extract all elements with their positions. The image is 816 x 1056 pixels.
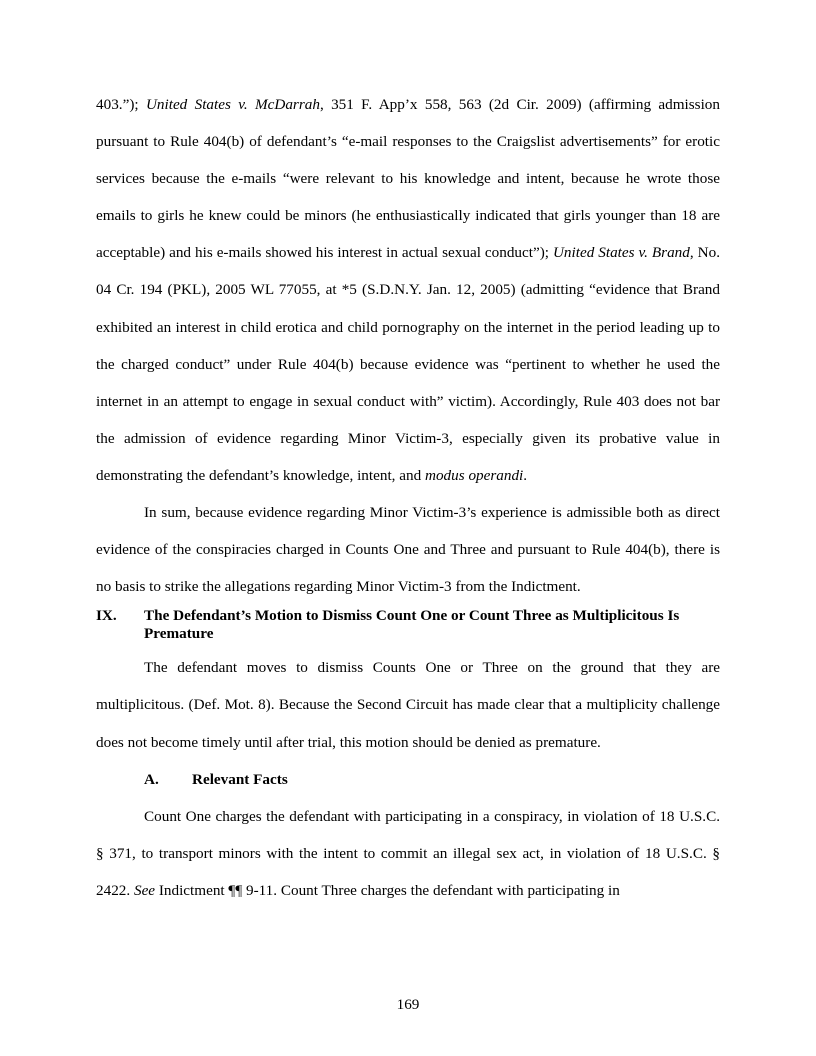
case-name-mcdarrah: United States v. McDarrah: [145, 96, 320, 113]
paragraph-summary: In sum, because evidence regarding Minor Victim-3’s experience is admissible both as direct evidence of the conspiracies charged in Counts One and Three and pursuant to Rule 404(b), there is no basis to strike the allegations regarding Minor Victim-3 from the Indictment.: [96, 504, 720, 596]
section-number: IX.: [96, 607, 117, 625]
text-run: Indictment ¶¶ 9-11. Count Three charges the defendant with participating in: [155, 881, 620, 899]
text-run: Count One charges the defendant with participating in a conspiracy, in violation of 18 U.S.C. § 371, to transport minors with the intent to commit an illegal sex act, in violation of 18 U.S.C. § 2422.: [96, 807, 720, 899]
modus-operandi-term: modus operandi: [424, 466, 524, 484]
section-heading-ix: [96, 607, 720, 643]
paragraph-case-citations: [96, 86, 720, 494]
case-name-brand: United States v. Brand: [552, 244, 690, 262]
text-run: , No. 04 Cr. 194 (PKL), 2005 WL 77055, at *5 (S.D.N.Y. Jan. 12, 2005) (admitting “evidence that Brand exhibited an interest in child erotica and child pornography on the internet in the period leading up to the charged conduct” under Rule 404(b) because evidence was “pertinent to whether he used the internet in an attempt to engage in sexual conduct with” victim). Accordingly, Rule 403 does not bar the admission of evidence regarding Minor Victim-3, especially given its probative value in demonstrating the defendant’s knowledge, intent, and: [96, 244, 720, 484]
document-body: [96, 86, 720, 909]
subsection-number: A.: [144, 770, 159, 788]
paragraph-multiplicity-motion: The defendant moves to dismiss Counts One or Three on the ground that they are multiplicitous. (Def. Mot. 8). Because the Second Circuit has made clear that a multiplicity challenge does not become timely until after trial, this motion should be denied as premature.: [96, 659, 720, 751]
subsection-heading-a: [96, 761, 720, 798]
subsection-title: Relevant Facts: [192, 770, 288, 788]
see-signal: See: [133, 881, 156, 899]
section-title: The Defendant’s Motion to Dismiss Count One or Count Three as Multiplicitous Is Premature: [144, 607, 680, 643]
paragraph-relevant-facts: [96, 798, 720, 909]
page-number: 169: [396, 996, 420, 1013]
text-run: , 351 F. App’x 558, 563 (2d Cir. 2009) (affirming admission pursuant to Rule 404(b) of defendant’s “e-mail responses to the Craigslist advertisements” for erotic services because the e-mails “were relevant to his knowledge and intent, because he wrote those emails to girls he knew could be minors (he enthusiastically indicated that girls younger than 18 are acceptable) and his e-mails showed his interest in actual sexual conduct”);: [96, 96, 720, 262]
text-run: 403.”);: [96, 96, 146, 113]
text-run: .: [523, 466, 528, 484]
